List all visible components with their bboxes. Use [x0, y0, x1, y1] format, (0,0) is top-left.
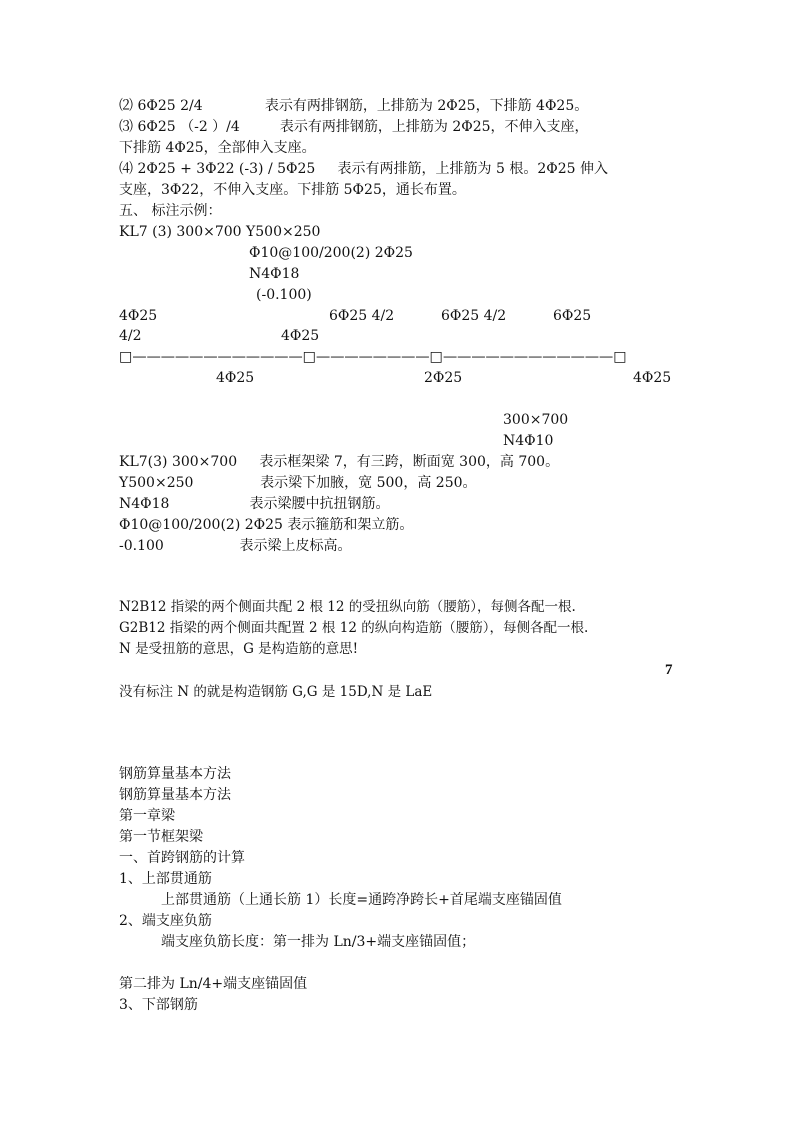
annotation-line: KL7 (3) 300×700 Y500×250: [119, 224, 321, 240]
explanation-line: KL7(3) 300×700 表示框架梁 7，有三跨，断面宽 300，高 700。: [119, 454, 560, 470]
diagram-label: 6Φ25 4/2: [441, 308, 507, 324]
explanation-line: Φ10@100/200(2) 2Φ25 表示箍筋和架立筋。: [119, 517, 414, 533]
note-line: N2B12 指梁的两个侧面共配 2 根 12 的受扭纵向筋（腰筋），每侧各配一根.: [119, 599, 576, 615]
formula-line: 第二排为 Ln/4+端支座锚固值: [119, 976, 308, 992]
text-line: 支座，3Φ22，不伸入支座。下排筋 5Φ25，通长布置。: [119, 182, 466, 198]
diagram-label: N4Φ10: [503, 433, 554, 449]
section-heading: 五、 标注示例：: [119, 203, 222, 219]
explanation-line: -0.100 表示梁上皮标高。: [119, 538, 352, 554]
explanation-line: N4Φ18 表示梁腰中抗扭钢筋。: [119, 496, 390, 512]
diagram-label: 4Φ25: [216, 370, 255, 386]
heading-line: 钢筋算量基本方法: [119, 787, 231, 803]
section-heading: 第一节框架梁: [119, 829, 203, 845]
text-line: 下排筋 4Φ25，全部伸入支座。: [119, 140, 316, 156]
beam-diagram-line: □————————————□————————□————————————□: [119, 349, 627, 365]
diagram-label: 4Φ25: [119, 308, 158, 324]
formula-line: 上部贯通筋（上通长筋 1）长度=通跨净跨长+首尾端支座锚固值: [161, 892, 562, 908]
diagram-label: 6Φ25 4/2: [329, 308, 395, 324]
annotation-line: Φ10@100/200(2) 2Φ25: [249, 245, 413, 261]
page-number: 7: [665, 662, 673, 678]
note-line: G2B12 指梁的两个侧面共配置 2 根 12 的纵向构造筋（腰筋），每侧各配一根.: [119, 620, 589, 636]
explanation-line: Y500×250 表示梁下加腋，宽 500，高 250。: [119, 475, 477, 491]
subsection-heading: 一、首跨钢筋的计算: [119, 850, 245, 866]
annotation-line: N4Φ18: [249, 266, 300, 282]
note-line: N 是受扭筋的意思，G 是构造筋的意思!: [119, 641, 359, 657]
diagram-label: 300×700: [503, 412, 569, 428]
diagram-label: 2Φ25: [424, 370, 463, 386]
item-heading: 1、上部贯通筋: [119, 871, 212, 887]
diagram-label: 4Φ25: [633, 370, 672, 386]
text-line: ⑷ 2Φ25 + 3Φ22 (-3) / 5Φ25 表示有两排筋，上排筋为 5 根。2Φ25 伸入: [119, 161, 609, 177]
heading-line: 钢筋算量基本方法: [119, 766, 231, 782]
item-heading: 3、下部钢筋: [119, 997, 198, 1013]
text-line: ⑶ 6Φ25 （-2 ）/4 表示有两排钢筋，上排筋为 2Φ25，不伸入支座，: [119, 119, 589, 135]
diagram-label: 6Φ25: [553, 308, 592, 324]
formula-line: 端支座负筋长度：第一排为 Ln/3+端支座锚固值；: [161, 934, 476, 950]
text-line: ⑵ 6Φ25 2/4 表示有两排钢筋，上排筋为 2Φ25，下排筋 4Φ25。: [119, 98, 589, 114]
item-heading: 2、端支座负筋: [119, 913, 212, 929]
note-line: 没有标注 N 的就是构造钢筋 G,G 是 15D,N 是 LaE: [119, 684, 433, 700]
chapter-heading: 第一章梁: [119, 808, 175, 824]
diagram-label: 4/2: [119, 328, 142, 344]
annotation-line: (-0.100): [256, 287, 312, 303]
diagram-label: 4Φ25: [281, 328, 320, 344]
